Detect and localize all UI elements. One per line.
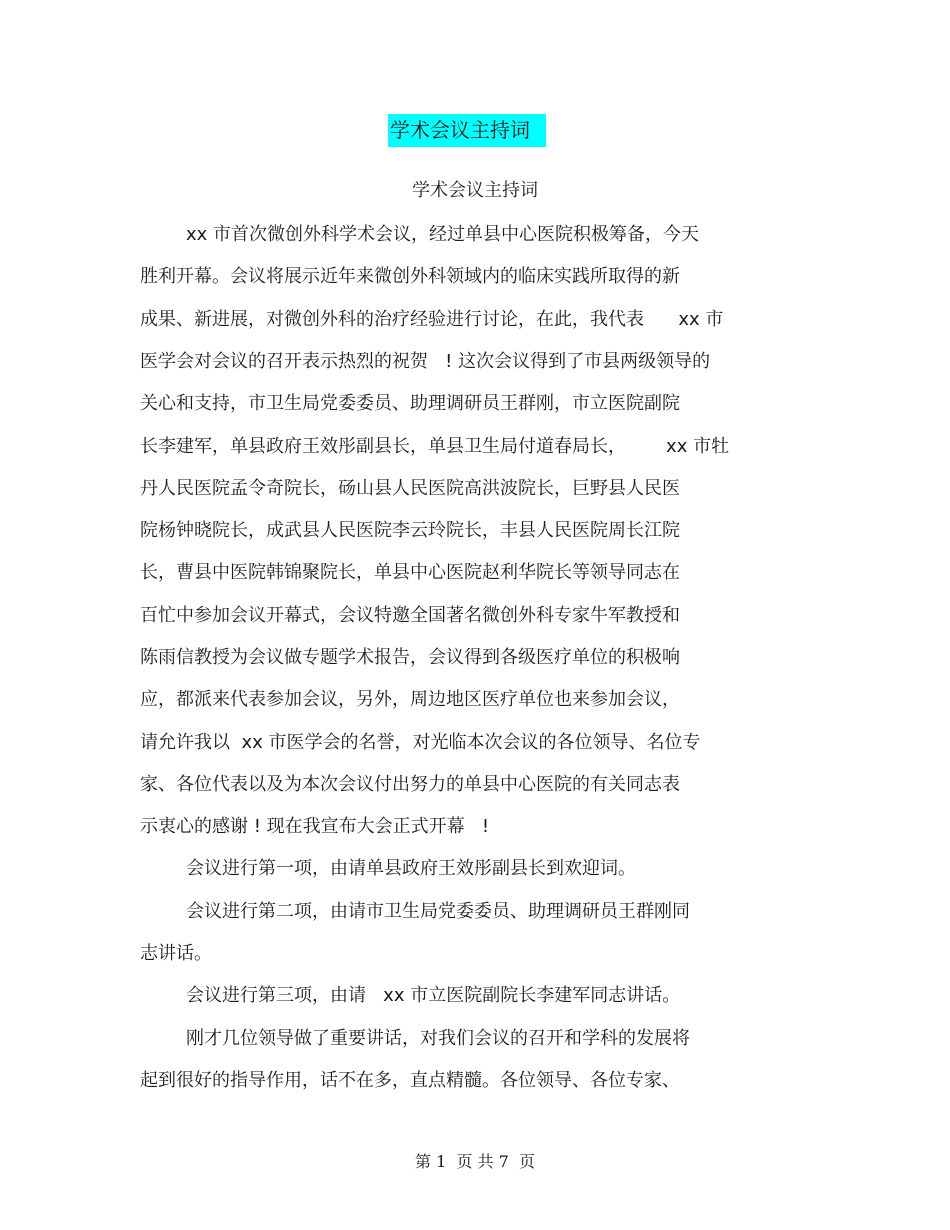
- document-subtitle: 学术会议主持词: [412, 180, 538, 201]
- body-line: 成果、新进展，对微创外科的治疗经验进行讨论，在此，我代表 xx 市: [140, 309, 724, 330]
- body-line: 应，都派来代表参加会议，另外，周边地区医疗单位也来参加会议，: [140, 689, 680, 710]
- body-line: 会议进行第三项，由请 xx 市立医院副院长李建军同志讲话。: [186, 985, 681, 1006]
- body-line: 会议进行第一项，由请单县政府王效彤副县长到欢迎词。: [186, 858, 636, 879]
- body-line: 起到很好的指导作用，话不在多，直点精髓。各位领导、各位专家、: [140, 1070, 680, 1091]
- body-line: xx 市首次微创外科学术会议，经过单县中心医院积极筹备，今天: [186, 224, 700, 245]
- body-line: 请允许我以 xx 市医学会的名誉，对光临本次会议的各位领导、名位专: [140, 732, 701, 753]
- body-line: 刚才几位领导做了重要讲话，对我们会议的召开和学科的发展将: [186, 1028, 690, 1049]
- body-line: 关心和支持，市卫生局党委委员、助理调研员王群刚，市立医院副院: [140, 393, 680, 414]
- body-line: 长，曹县中医院韩锦聚院长，单县中心医院赵利华院长等领导同志在: [140, 562, 680, 583]
- body-line: 家、各位代表以及为本次会议付出努力的单县中心医院的有关同志表: [140, 774, 680, 795]
- document-title: 学术会议主持词: [388, 114, 546, 147]
- body-line: 医学会对会议的召开表示热烈的祝贺 ! 这次会议得到了市县两级领导的: [140, 351, 711, 372]
- body-line: 志讲话。: [140, 943, 212, 964]
- body-line: 长李建军，单县政府王效彤副县长，单县卫生局付道春局长， xx 市牡: [140, 436, 730, 457]
- body-line: 陈雨信教授为会议做专题学术报告，会议得到各级医疗单位的积极响: [140, 647, 680, 668]
- body-line: 百忙中参加会议开幕式，会议特邀全国著名微创外科专家牛军教授和: [140, 605, 680, 626]
- body-line: 示衷心的感谢 ! 现在我宣布大会正式开幕 !: [140, 816, 490, 837]
- page-indicator: 第 1 页 共 7 页: [415, 1152, 535, 1171]
- body-line: 丹人民医院孟令奇院长，砀山县人民医院高洪波院长，巨野县人民医: [140, 478, 680, 499]
- body-line: 胜利开幕。会议将展示近年来微创外科领域内的临床实践所取得的新: [140, 266, 680, 287]
- body-line: 会议进行第二项，由请市卫生局党委委员、助理调研员王群刚同: [186, 901, 690, 922]
- body-line: 院杨钟晓院长，成武县人民医院李云玲院长，丰县人民医院周长江院: [140, 520, 680, 541]
